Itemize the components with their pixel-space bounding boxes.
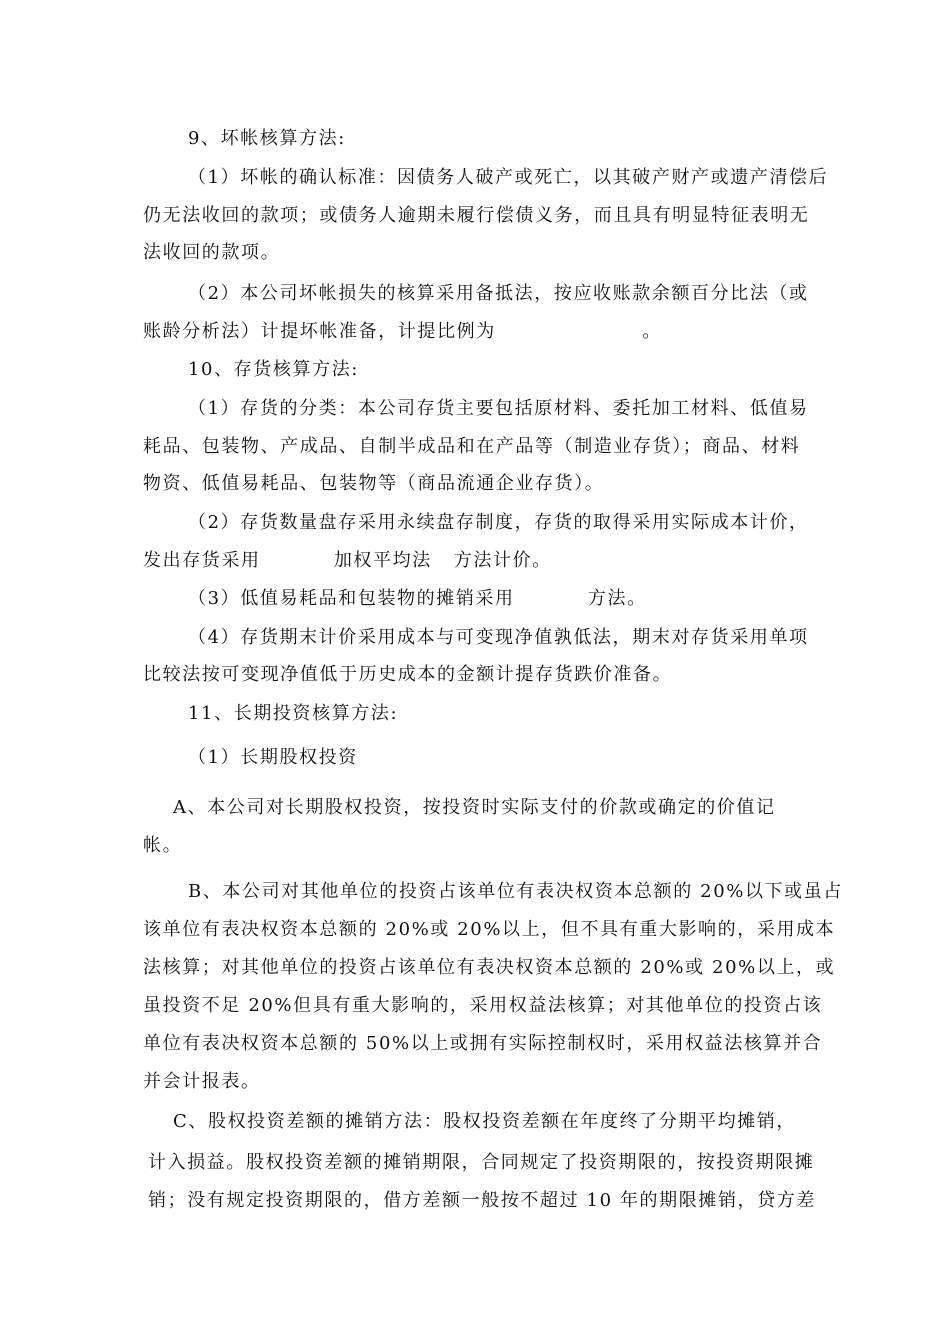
paragraph-line: B、本公司对其他单位的投资占该单位有表决权资本总额的 20%以下或虽占 bbox=[188, 881, 843, 902]
paragraph-line: 法收回的款项。 bbox=[143, 242, 281, 263]
paragraph-line: 单位有表决权资本总额的 50%以上或拥有实际控制权时，采用权益法核算并合 bbox=[143, 1033, 823, 1054]
paragraph-line: 销；没有规定投资期限的，借方差额一般按不超过 10 年的期限摊销，贷方差 bbox=[148, 1190, 816, 1211]
paragraph-line: 耗品、包装物、产成品、自制半成品和在产品等（制造业存货）；商品、材料 bbox=[143, 436, 801, 457]
paragraph-line: 比较法按可变现净值低于历史成本的金额计提存货跌价准备。 bbox=[143, 664, 673, 685]
paragraph-line: 发出存货采用 加权平均法 方法计价。 bbox=[143, 550, 552, 571]
subheading-long-term-equity-investment: （1）长期股权投资 bbox=[188, 747, 358, 768]
paragraph-line: 帐。 bbox=[143, 835, 183, 856]
paragraph-line: 并会计报表。 bbox=[143, 1071, 261, 1092]
paragraph-line: 物资、低值易耗品、包装物等（商品流通企业存货）。 bbox=[143, 473, 605, 494]
paragraph-line: C、股权投资差额的摊销方法：股权投资差额在年度终了分期平均摊销， bbox=[173, 1111, 796, 1132]
paragraph-line: 仍无法收回的款项；或债务人逾期未履行偿债义务，而且具有明显特征表明无 bbox=[143, 205, 810, 226]
paragraph-line: （2）本公司坏帐损失的核算采用备抵法，按应收账款余额百分比法（或 bbox=[188, 283, 809, 304]
paragraph-line: （1）坏帐的确认标准：因债务人破产或死亡，以其破产财产或遗产清偿后 bbox=[188, 167, 829, 188]
paragraph-line: 账龄分析法）计提坏帐准备，计提比例为 。 bbox=[143, 321, 662, 342]
paragraph-line: （3）低值易耗品和包装物的摊销采用 方法。 bbox=[188, 588, 647, 609]
paragraph-line: 该单位有表决权资本总额的 20%或 20%以上，但不具有重大影响的，采用成本 bbox=[143, 919, 836, 940]
paragraph-line: 虽投资不足 20%但具有重大影响的，采用权益法核算；对其他单位的投资占该 bbox=[143, 995, 823, 1016]
paragraph-line: （2）存货数量盘存采用永续盘存制度，存货的取得采用实际成本计价， bbox=[188, 512, 809, 533]
paragraph-line: A、本公司对长期股权投资，按投资时实际支付的价款或确定的价值记 bbox=[173, 797, 776, 818]
heading-bad-debt-method: 9、坏帐核算方法: bbox=[188, 128, 346, 149]
heading-inventory-method: 10、存货核算方法: bbox=[188, 359, 359, 380]
paragraph-line: 计入损益。股权投资差额的摊销期限，合同规定了投资期限的，按投资期限摊 bbox=[148, 1152, 815, 1173]
paragraph-line: （1）存货的分类：本公司存货主要包括原材料、委托加工材料、低值易 bbox=[188, 398, 809, 419]
paragraph-line: （4）存货期末计价采用成本与可变现净值孰低法，期末对存货采用单项 bbox=[188, 627, 809, 648]
paragraph-line: 法核算；对其他单位的投资占该单位有表决权资本总额的 20%或 20%以上，或 bbox=[143, 957, 836, 978]
heading-long-term-investment-method: 11、长期投资核算方法: bbox=[188, 703, 399, 724]
